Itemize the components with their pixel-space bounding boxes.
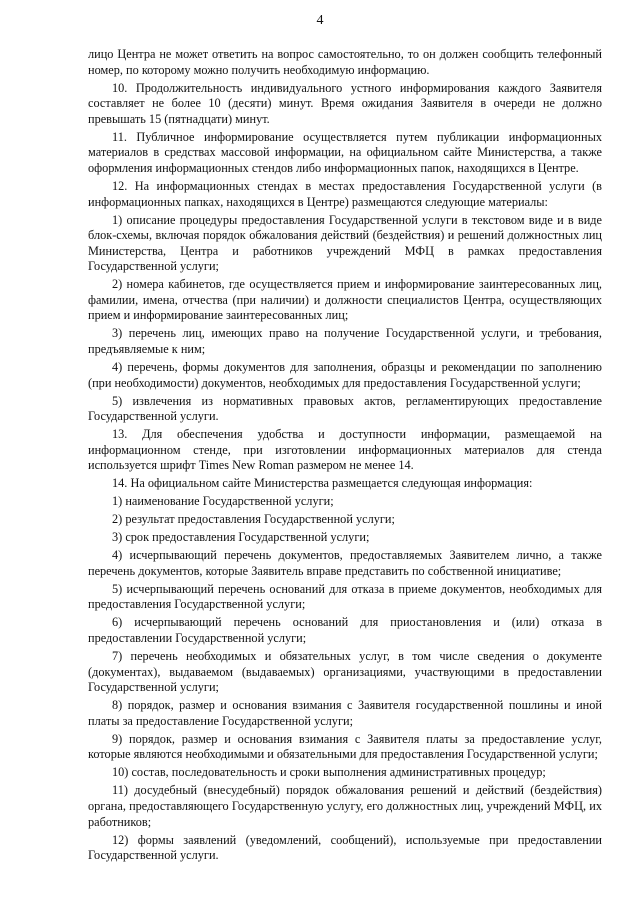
list-item: 3) срок предоставления Государственной услуги; xyxy=(112,530,370,545)
list-item: 1) описание процедуры предоставления Государственной услуги в текстовом виде и в виде блок-схемы, включая порядок обжалования действий (бездействия) и решений должностных лиц Министерства, Центра и работников учреждений МФЦ в рамках предоставления Государственной услуги; xyxy=(88,212,602,274)
list-item: 4) исчерпывающий перечень документов, предоставляемых Заявителем лично, а также перечень документов, которые Заявитель вправе представить по собственной инициативе; xyxy=(88,548,602,578)
paragraph: 13. Для обеспечения удобства и доступности информации, размещаемой на информационном стенде, при изготовлении информационных материалов для стенда используется шрифт Times New Roman размером не менее 14. xyxy=(88,427,602,473)
list-item: 11) досудебный (внесудебный) порядок обжалования решений и действий (бездействия) органа, предоставляющего Государственную услугу, его должностных лиц, учреждений МФЦ, их работников; xyxy=(88,783,602,829)
list-item: 4) перечень, формы документов для заполнения, образцы и рекомендации по заполнению (при необходимости) документов, необходимых для предоставления Государственной услуги; xyxy=(88,360,602,390)
list-item: 3) перечень лиц, имеющих право на получение Государственной услуги, и требования, предъявляемые к ним; xyxy=(88,326,602,357)
paragraph: 14. На официальном сайте Министерства размещается следующая информация: xyxy=(112,476,533,491)
paragraph: 11. Публичное информирование осуществляется путем публикации информационных материалов в средствах массовой информации, на официальном сайте Министерства, а также оформления информационных стендов либо информационных папок, находящихся в Центре. xyxy=(88,129,602,175)
list-item: 2) номера кабинетов, где осуществляется прием и информирование заинтересованных лиц, фамилии, имена, отчества (при наличии) и должности специалистов Центра, осуществляющих прием и информирование заинтересованных лиц; xyxy=(88,277,602,323)
paragraph: 10. Продолжительность индивидуального устного информирования каждого Заявителя составляет не более 10 (десяти) минут. Время ожидания Заявителя в очереди не должно превышать 15 (пятнадцати) минут. xyxy=(88,80,602,126)
paragraph: лицо Центра не может ответить на вопрос самостоятельно, то он должен сообщить телефонный номер, по которому можно получить необходимую информацию. xyxy=(88,47,602,77)
list-item: 5) извлечения из нормативных правовых актов, регламентирующих предоставление Государственной услуги. xyxy=(88,393,602,424)
list-item: 10) состав, последовательность и сроки выполнения административных процедур; xyxy=(112,765,546,780)
document-body xyxy=(88,47,602,866)
list-item: 1) наименование Государственной услуги; xyxy=(112,494,334,509)
list-item: 6) исчерпывающий перечень оснований для приостановления и (или) отказа в предоставлении Государственной услуги; xyxy=(88,615,602,646)
paragraph: 12. На информационных стендах в местах предоставления Государственной услуги (в информационных папках, находящихся в Центре) размещаются следующие материалы: xyxy=(88,178,602,209)
list-item: 2) результат предоставления Государственной услуги; xyxy=(112,512,395,527)
page-number: 4 xyxy=(316,13,324,28)
list-item: 8) порядок, размер и основания взимания с Заявителя государственной пошлины и иной платы за предоставление Государственной услуги; xyxy=(88,698,602,728)
list-item: 7) перечень необходимых и обязательных услуг, в том числе сведения о документе (документах), выдаваемом (выдаваемых) организациями, участвующими в предоставлении Государственной услуги; xyxy=(88,649,602,695)
list-item: 9) порядок, размер и основания взимания с Заявителя платы за предоставление услуг, которые являются необходимыми и обязательными для предоставления Государственной услуги; xyxy=(88,731,602,762)
list-item: 5) исчерпывающий перечень оснований для отказа в приеме документов, необходимых для предоставления Государственной услуги; xyxy=(88,581,602,612)
list-item: 12) формы заявлений (уведомлений, сообщений), используемые при предоставлении Государственной услуги. xyxy=(88,832,602,863)
